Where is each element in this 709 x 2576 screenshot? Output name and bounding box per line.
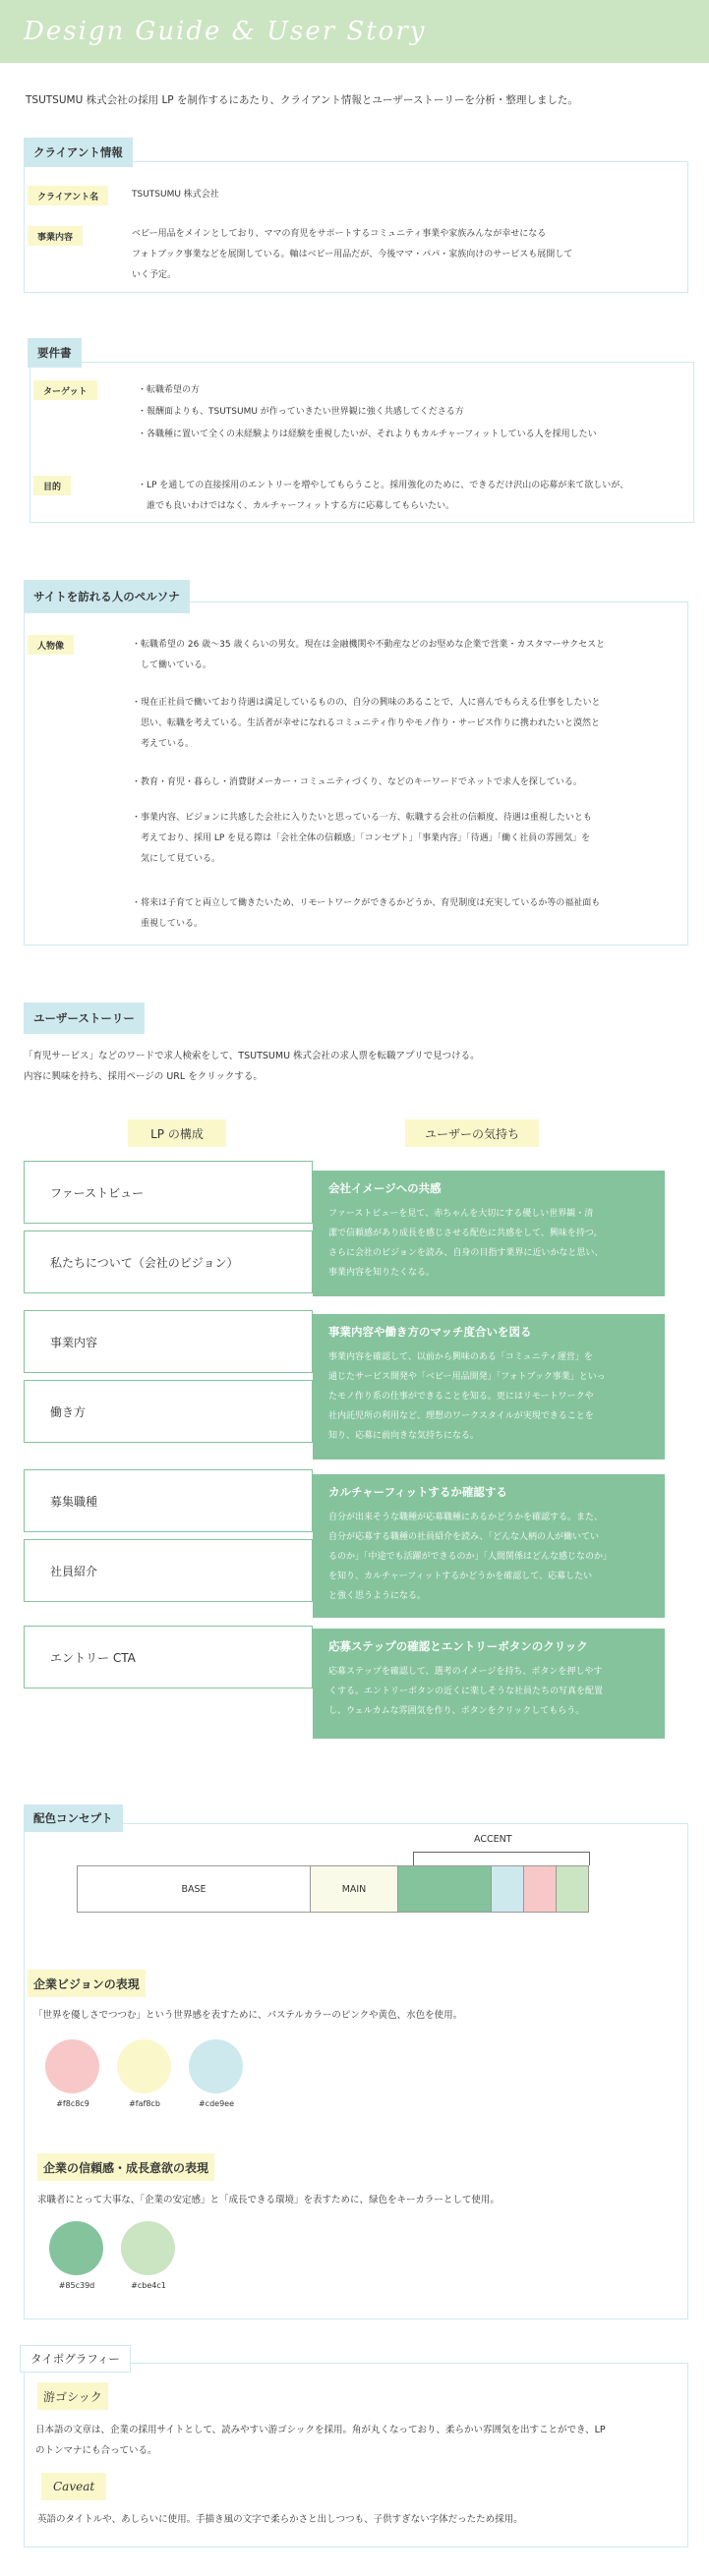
page-title: Design Guide & User Story <box>24 17 427 46</box>
color-swatch-label: #faf8cb <box>129 2099 160 2108</box>
feeling-card-line: 自分が応募する職種の社員紹介を読み、「どんな人柄の人が働いてい <box>328 1532 600 1542</box>
lp-item: 事業内容 <box>24 1310 313 1373</box>
palette-accent-1 <box>397 1865 492 1913</box>
purpose-line-2: 誰でも良いわけではなく、カルチャーフィットする方に応募してもらいたい。 <box>138 501 455 511</box>
palette-base <box>77 1865 311 1913</box>
requirements-section-title: 要件書 <box>28 338 82 368</box>
font1-title: 游ゴシック <box>37 2382 108 2410</box>
palette-accent-3 <box>523 1865 557 1913</box>
color-swatch-label: #f8c8c9 <box>56 2099 89 2108</box>
feeling-card-line: 社内託児所の利用など、理想のワークスタイルが実現できることを <box>328 1411 594 1421</box>
persona-item-line: ・将来は子育てと両立して働きたいため、リモートワークができるかどうか、育児制度は充実しているか等の福祉面も <box>132 898 601 908</box>
feeling-card-line: を知り、カルチャーフィットするかどうかを確認して、応募したい <box>328 1572 593 1581</box>
persona-item-line: 考えている。 <box>132 739 195 749</box>
color-swatch-label: #85c39d <box>58 2281 95 2290</box>
purpose-label: 目的 <box>33 476 71 495</box>
color-swatch <box>189 2039 243 2093</box>
feeling-card <box>313 1474 665 1618</box>
business-line-2: フォトブック事業などを展開している。軸はベビー用品だが、今後ママ・パパ・家族向けのサービスも展開して <box>132 250 573 259</box>
color-swatch <box>49 2221 103 2275</box>
business-line-1: ベビー用品をメインとしており、ママの育児をサポートするコミュニティ事業や家族みんなが幸せになる <box>132 229 547 239</box>
feeling-card <box>313 1629 665 1739</box>
feeling-card-line: 事業内容を知りたくなる。 <box>328 1268 436 1278</box>
target-line-1: ・転職希望の方 <box>138 385 201 395</box>
story-line-1: 「育児サービス」などのワードで求人検索をして、TSUTSUMU 株式会社の求人票を転職アプリで見つける。 <box>24 1051 480 1061</box>
color-swatch-label: #cbe4c1 <box>131 2281 166 2290</box>
lp-item: 募集職種 <box>24 1469 313 1532</box>
feeling-card-line: たモノ作り系の仕事ができることを知る。更にはリモートワークや <box>328 1392 594 1402</box>
lp-item: 働き方 <box>24 1380 313 1443</box>
story-section-title: ユーザーストーリー <box>24 1002 145 1034</box>
lp-structure-header: LP の構成 <box>128 1119 226 1147</box>
persona-item-line: 思い、転職を考えている。生活者が幸せになれるコミュニティ作りやモノ作り・サービス作りに携われたいと漠然と <box>132 718 601 728</box>
persona-item-line: ・事業内容、ビジョンに共感した会社に入りたいと思っている一方、転職する会社の信頼度、待遇は重視したいとも <box>132 813 592 823</box>
persona-item-line: 考えており、採用 LP を見る際は「会社全体の信頼感」「コンセプト」「事業内容」「待遇」「働く社員の雰囲気」を <box>132 833 591 843</box>
feeling-card-title: 事業内容や働き方のマッチ度合いを図る <box>328 1325 532 1339</box>
page-header <box>0 0 709 63</box>
purpose-line-1: ・LP を通しての直接採用のエントリーを増やしてもらうこと。採用強化のために、できるだけ沢山の応募が来て欲しいが、 <box>138 481 629 490</box>
palette-accent-2 <box>491 1865 524 1913</box>
vision-title: 企業ビジョンの表現 <box>28 1970 146 1997</box>
persona-section-title: サイトを訪れる人のペルソナ <box>24 580 190 613</box>
client-name-value: TSUTSUMU 株式会社 <box>132 190 219 200</box>
lp-item: 私たちについて（会社のビジョン） <box>24 1231 313 1293</box>
feeling-card-line: さらに会社のビジョンを読み、自身の目指す業界に近いかなと思い、 <box>328 1248 604 1258</box>
feeling-card-title: 会社イメージへの共感 <box>328 1181 442 1195</box>
lp-item: エントリー CTA <box>24 1626 313 1689</box>
accent-label: ACCENT <box>474 1834 512 1845</box>
palette-main <box>310 1865 398 1913</box>
feeling-card-line: 事業内容を確認して、以前から興味のある「コミュニティ運営」を <box>328 1352 593 1362</box>
accent-bracket <box>413 1852 590 1865</box>
feeling-card <box>313 1314 665 1460</box>
palette-base-label: BASE <box>181 1883 207 1895</box>
feeling-card-line: るのか」「中途でも活躍ができるのか」「人間関係はどんな感じなのか」 <box>328 1552 613 1562</box>
trust-title: 企業の信頼感・成長意欲の表現 <box>37 2153 214 2181</box>
font2-text: 英語のタイトルや、あしらいに使用。手描き風の文字で柔らかさと出しつつも、子供すぎない字体だったため採用。 <box>37 2514 523 2525</box>
feeling-card-line: くする。エントリーボタンの近くに楽しそうな社員たちの写真を配置 <box>328 1687 604 1696</box>
font2-title: Caveat <box>41 2473 106 2500</box>
feeling-card-line: し、ウェルカムな雰囲気を作り、ボタンをクリックしてもらう。 <box>328 1706 585 1716</box>
persona-item-line: 重視している。 <box>132 919 204 929</box>
palette-main-label: MAIN <box>341 1883 367 1895</box>
intro-text: TSUTSUMU 株式会社の採用 LP を制作するにあたり、クライアント情報とユーザーストーリーを分析・整理しました。 <box>26 94 578 106</box>
business-line-3: いく予定。 <box>132 270 177 280</box>
lp-item: ファーストビュー <box>24 1161 313 1224</box>
typography-section-title: タイポグラフィー <box>20 2345 131 2373</box>
color-swatch <box>45 2039 99 2093</box>
target-line-2: ・報酬面よりも、TSUTSUMU が作っていきたい世界観に強く共感してくださる方 <box>138 407 464 417</box>
business-label: 事業内容 <box>28 226 83 246</box>
palette-accent-4 <box>556 1865 589 1913</box>
vision-text: 「世界を優しさでつつむ」という世界感を表すために、パステルカラーのピンクや黄色、水色を使用。 <box>33 2010 463 2021</box>
persona-item-line: して働いている。 <box>132 660 212 670</box>
target-line-3: ・各職種に置いて全くの未経験よりは経験を重視したいが、それよりもカルチャーフィットしている人を採用したい <box>138 429 597 439</box>
user-feeling-header: ユーザーの気持ち <box>405 1119 539 1147</box>
font1-line-1: 日本語の文章は、企業の採用サイトとして、読みやすい游ゴシックを採用。角が丸くなっており、柔らかい雰囲気を出すことができ、LP <box>35 2425 606 2435</box>
feeling-card-title: カルチャーフィットするか確認する <box>328 1485 507 1499</box>
feeling-card-line: 知り、応募に前向きな気持ちになる。 <box>328 1431 480 1441</box>
feeling-card-line: 潔で信頼感があり成長を感じさせる配色に共感をして、興味を持つ。 <box>328 1229 603 1238</box>
feeling-card-line: 自分が出来そうな職種が応募職種にあるかどうかを確認する。また、 <box>328 1513 604 1522</box>
client-name-label: クライアント名 <box>28 186 108 205</box>
client-section-title: クライアント情報 <box>24 138 133 167</box>
color-section-title: 配色コンセプト <box>24 1804 123 1832</box>
color-swatch-label: #cde9ee <box>198 2099 235 2108</box>
feeling-card-line: と強く思うようになる。 <box>328 1591 427 1601</box>
persona-item-line: ・教育・育児・暮らし・消費財メーカー・コミュニティづくり、などのキーワードでネットで求人を探している。 <box>132 777 582 787</box>
target-label: ターゲット <box>33 380 97 400</box>
story-line-2: 内容に興味を持ち、採用ページの URL をクリックする。 <box>24 1071 263 1082</box>
feeling-card <box>313 1171 665 1296</box>
persona-item-line: ・現在正社員で働いており待遇は満足しているものの、自分の興味のあることで、人に喜んでもらえる仕事をしたいと <box>132 698 601 708</box>
feeling-card-line: 応募ステップを確認して、選考のイメージを持ち、ボタンを押しやす <box>328 1667 603 1677</box>
trust-text: 求職者にとって大事な、「企業の安定感」と「成長できる環境」を表すために、緑色をキーカラーとして使用。 <box>37 2195 500 2205</box>
color-swatch <box>121 2221 175 2275</box>
persona-item-line: ・転職希望の 26 歳〜35 歳くらいの男女。現在は金融機関や不動産などのお堅めな企業で営業・カスタマーサクセスと <box>132 640 606 650</box>
color-swatch <box>117 2039 171 2093</box>
feeling-card-line: 通じたサービス開発や「ベビー用品開発」「フォトブック事業」といっ <box>328 1372 606 1382</box>
feeling-card-line: ファーストビューを見て、赤ちゃんを大切にする優しい世界観・清 <box>328 1209 594 1219</box>
persona-item-line: 気にして見ている。 <box>132 854 221 864</box>
font1-line-2: のトンマナにも合っている。 <box>35 2445 157 2456</box>
persona-label: 人物像 <box>28 635 74 655</box>
feeling-card-title: 応募ステップの確認とエントリーボタンのクリック <box>328 1639 588 1653</box>
lp-item: 社員紹介 <box>24 1539 313 1602</box>
